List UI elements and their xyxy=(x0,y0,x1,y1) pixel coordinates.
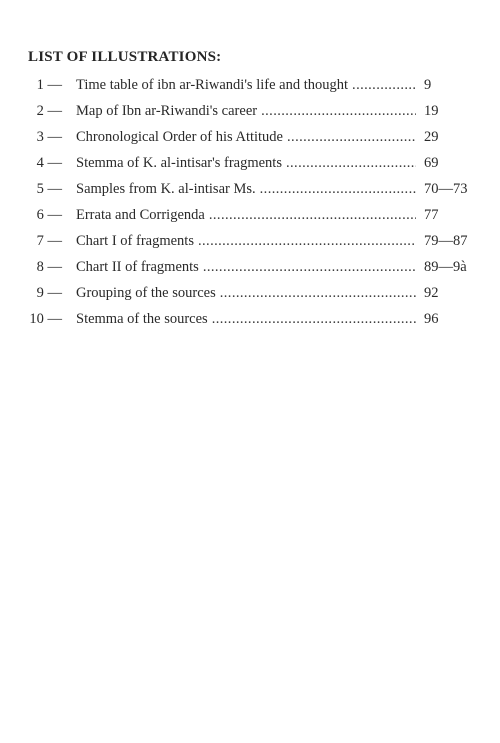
entry-title: Stemma of K. al-intisar's fragments ..... xyxy=(76,155,416,172)
entry-number: 4 — xyxy=(36,155,62,171)
entry-title: Map of Ibn ar-Riwandi's career ..... xyxy=(76,103,416,120)
list-item xyxy=(0,77,500,103)
entry-number: 9 — xyxy=(36,285,62,301)
entry-number: 3 — xyxy=(36,129,62,145)
entry-number: 1 — xyxy=(36,77,62,93)
entry-page: 29 xyxy=(420,129,443,146)
entry-page: 92 xyxy=(420,285,443,302)
entry-page: 69 xyxy=(420,155,443,172)
entry-title: Time table of ibn ar-Riwandi's life and thought ..... xyxy=(76,77,416,94)
entry-number: 7 — xyxy=(36,233,62,249)
entry-title: Chart I of fragments ..... xyxy=(76,233,416,250)
list-item xyxy=(0,207,500,233)
entry-title: Chronological Order of his Attitude ..... xyxy=(76,129,416,146)
entry-number: 10 — xyxy=(29,311,62,327)
illustrations-list xyxy=(0,77,500,337)
entry-page: 70—73 xyxy=(420,181,472,198)
entry-title: Samples from K. al-intisar Ms. ..... xyxy=(76,181,416,198)
list-item xyxy=(0,129,500,155)
list-item xyxy=(0,285,500,311)
list-item xyxy=(0,233,500,259)
list-item xyxy=(0,259,500,285)
page-title: LIST OF ILLUSTRATIONS: xyxy=(28,49,222,65)
entry-page: 9 xyxy=(420,77,435,94)
entry-page: 19 xyxy=(420,103,443,120)
entry-number: 2 — xyxy=(36,103,62,119)
entry-number: 6 — xyxy=(36,207,62,223)
entry-title: Stemma of the sources ..... xyxy=(76,311,416,328)
list-item xyxy=(0,103,500,129)
entry-page: 96 xyxy=(420,311,443,328)
entry-title: Errata and Corrigenda ..... xyxy=(76,207,416,224)
list-item xyxy=(0,311,500,337)
list-item xyxy=(0,181,500,207)
entry-page: 77 xyxy=(420,207,443,224)
entry-page: 79—87 xyxy=(420,233,472,250)
entry-number: 5 — xyxy=(36,181,62,197)
entry-number: 8 — xyxy=(36,259,62,275)
entry-page: 89—9à xyxy=(420,259,471,276)
entry-title: Chart II of fragments ..... xyxy=(76,259,416,276)
list-item xyxy=(0,155,500,181)
entry-title: Grouping of the sources ..... xyxy=(76,285,416,302)
